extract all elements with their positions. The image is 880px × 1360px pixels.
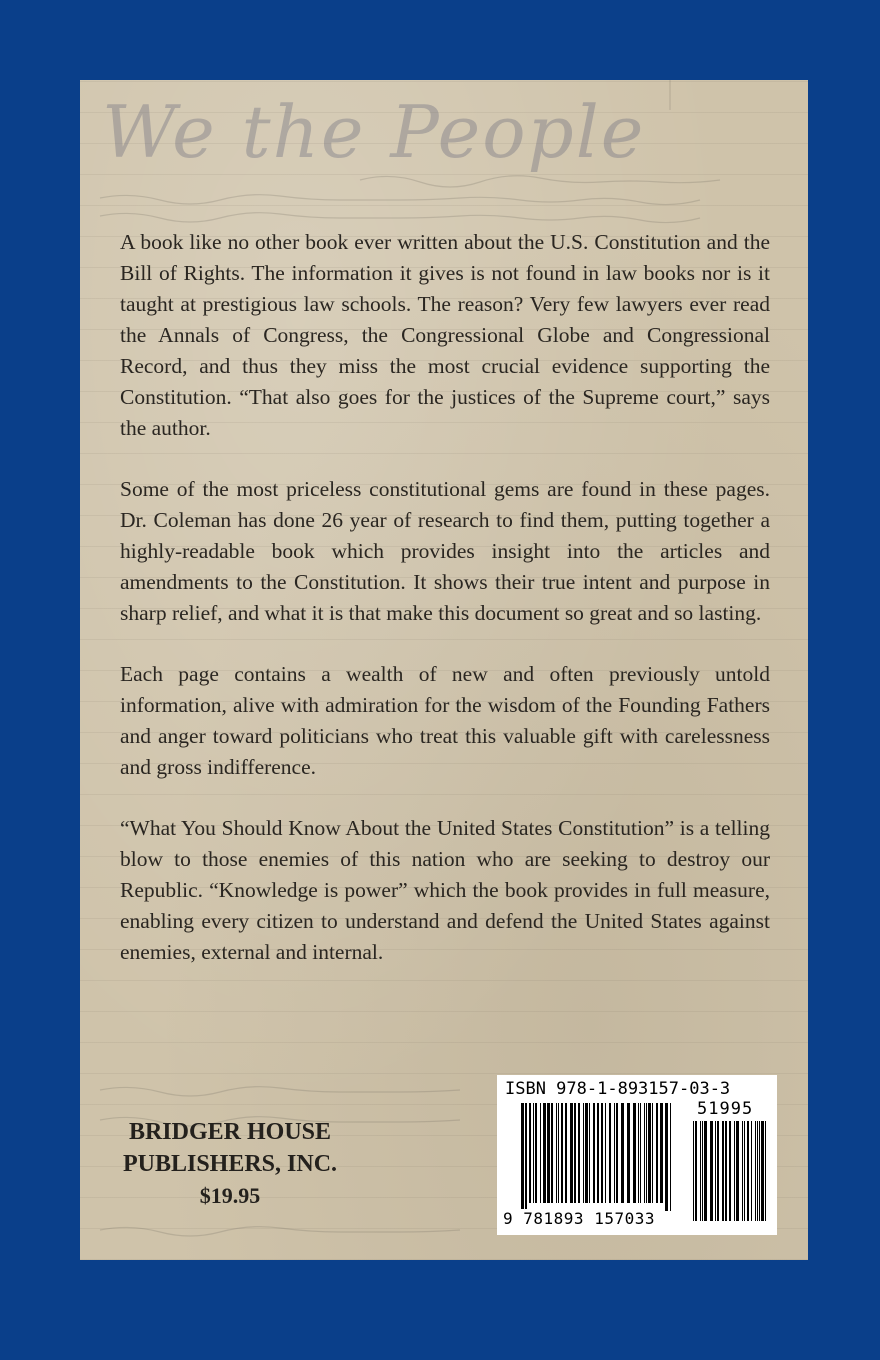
barcode-bar: [652, 1103, 653, 1203]
barcode-bar: [551, 1103, 553, 1203]
barcode-bar: [695, 1121, 697, 1221]
barcode-bar: [621, 1103, 624, 1203]
barcode-bar: [660, 1103, 663, 1203]
description-paragraph-3: Each page contains a wealth of new and often previously untold information, alive with admiration for the wisdom of the Founding Fathers and anger toward politicians who treat this valuable gift with carelessness and gross indifference.: [120, 662, 770, 779]
price-code-label: 51995: [697, 1099, 754, 1119]
barcode-bar: [529, 1103, 531, 1203]
barcode-bar: [747, 1121, 749, 1221]
isbn-label: ISBN 978-1-893157-03-3: [505, 1079, 731, 1099]
barcode-bar: [693, 1121, 694, 1221]
publisher-name: [110, 1116, 350, 1180]
barcode-bar: [656, 1103, 658, 1203]
barcode-bar: [597, 1103, 599, 1203]
back-cover-panel: [80, 80, 808, 1260]
barcode-bar: [556, 1103, 557, 1203]
price-label: $19.95: [199, 1183, 261, 1208]
barcode-bar: [640, 1103, 641, 1203]
barcode-bar: [648, 1103, 651, 1203]
barcode-bar: [616, 1103, 618, 1203]
barcode-bar: [533, 1103, 534, 1203]
barcode-bar: [765, 1121, 766, 1221]
barcode-bar: [704, 1121, 707, 1221]
barcode-bar: [593, 1103, 595, 1203]
barcode-number: 9 781893 157033: [503, 1209, 655, 1228]
barcode-bar: [570, 1103, 573, 1203]
barcode-bar: [722, 1121, 724, 1221]
barcode-bar: [715, 1121, 716, 1221]
barcode-bar: [736, 1121, 739, 1221]
barcode-bar: [540, 1103, 541, 1203]
barcode-bar: [646, 1103, 647, 1203]
barcode-bar: [561, 1103, 563, 1203]
barcode-bar: [605, 1103, 606, 1203]
barcode-bar: [670, 1103, 671, 1211]
barcode-bar: [525, 1103, 527, 1211]
barcode-bar: [755, 1121, 756, 1221]
barcode-bar: [700, 1121, 701, 1221]
barcode-bar: [633, 1103, 636, 1203]
barcode-bar: [535, 1103, 537, 1203]
barcode-bar: [710, 1121, 713, 1221]
barcode-bar: [702, 1121, 703, 1221]
barcode-bar: [734, 1121, 735, 1221]
barcode-bar: [578, 1103, 580, 1203]
barcode-bar: [759, 1121, 760, 1221]
description-paragraph-4: “What You Should Know About the United States Constitution” is a telling blow to those enemies of this nation who are seeking to destroy our Republic. “Knowledge is power” which the book provides in full measure, enabling every citizen to understand and defend the United States against enemies, external and internal.: [120, 816, 770, 964]
description-text: [120, 227, 770, 998]
barcode-bar: [757, 1121, 758, 1221]
barcode-bar: [644, 1103, 645, 1203]
publisher-line-2: PUBLISHERS, INC.: [122, 1151, 338, 1177]
barcode-bar: [725, 1121, 727, 1221]
barcode-bar: [574, 1103, 576, 1203]
barcode-bar: [609, 1103, 611, 1203]
publisher-line-1: BRIDGER HOUSE: [128, 1119, 332, 1145]
barcode-bar: [543, 1103, 546, 1203]
description-paragraph-1: A book like no other book ever written about the U.S. Constitution and the Bill of Rights. The information it gives is not found in law books nor is it taught at prestigious law schools. The reason? Very few lawyers ever read the Annals of Congress, the Congressional Globe and Congressional Record, and thus they miss the most crucial evidence supporting the Constitution. “That also goes for the justices of the Supreme court,” says the author.: [120, 230, 770, 440]
barcode-bar: [761, 1121, 764, 1221]
barcode-bar: [717, 1121, 719, 1221]
barcode-bar: [601, 1103, 603, 1203]
barcode-bar: [665, 1103, 668, 1211]
isbn-barcode: [497, 1075, 777, 1235]
barcode-bar: [565, 1103, 567, 1203]
barcode-bar: [627, 1103, 630, 1203]
barcode-bar: [558, 1103, 559, 1203]
barcode-bar: [583, 1103, 584, 1203]
we-the-people-watermark: We the People: [102, 90, 646, 174]
description-paragraph-2: Some of the most priceless constitutional gems are found in these pages. Dr. Coleman has done 26 year of research to find them, putting together a highly-readable book which provides insight into the articles and amendments to the Constitution. It shows their true intent and purpose in sharp relief, and what it is that make this document so great and so lasting.: [120, 477, 770, 625]
barcode-bar: [614, 1103, 615, 1203]
barcode-bar: [742, 1121, 743, 1221]
barcode-bar: [729, 1121, 731, 1221]
barcode-bar: [751, 1121, 752, 1221]
barcode-bar: [521, 1103, 524, 1211]
barcode-bar: [547, 1103, 550, 1203]
barcode-bar: [585, 1103, 588, 1203]
barcode-bar: [589, 1103, 590, 1203]
barcode-bar: [638, 1103, 639, 1203]
barcode-bar: [744, 1121, 745, 1221]
